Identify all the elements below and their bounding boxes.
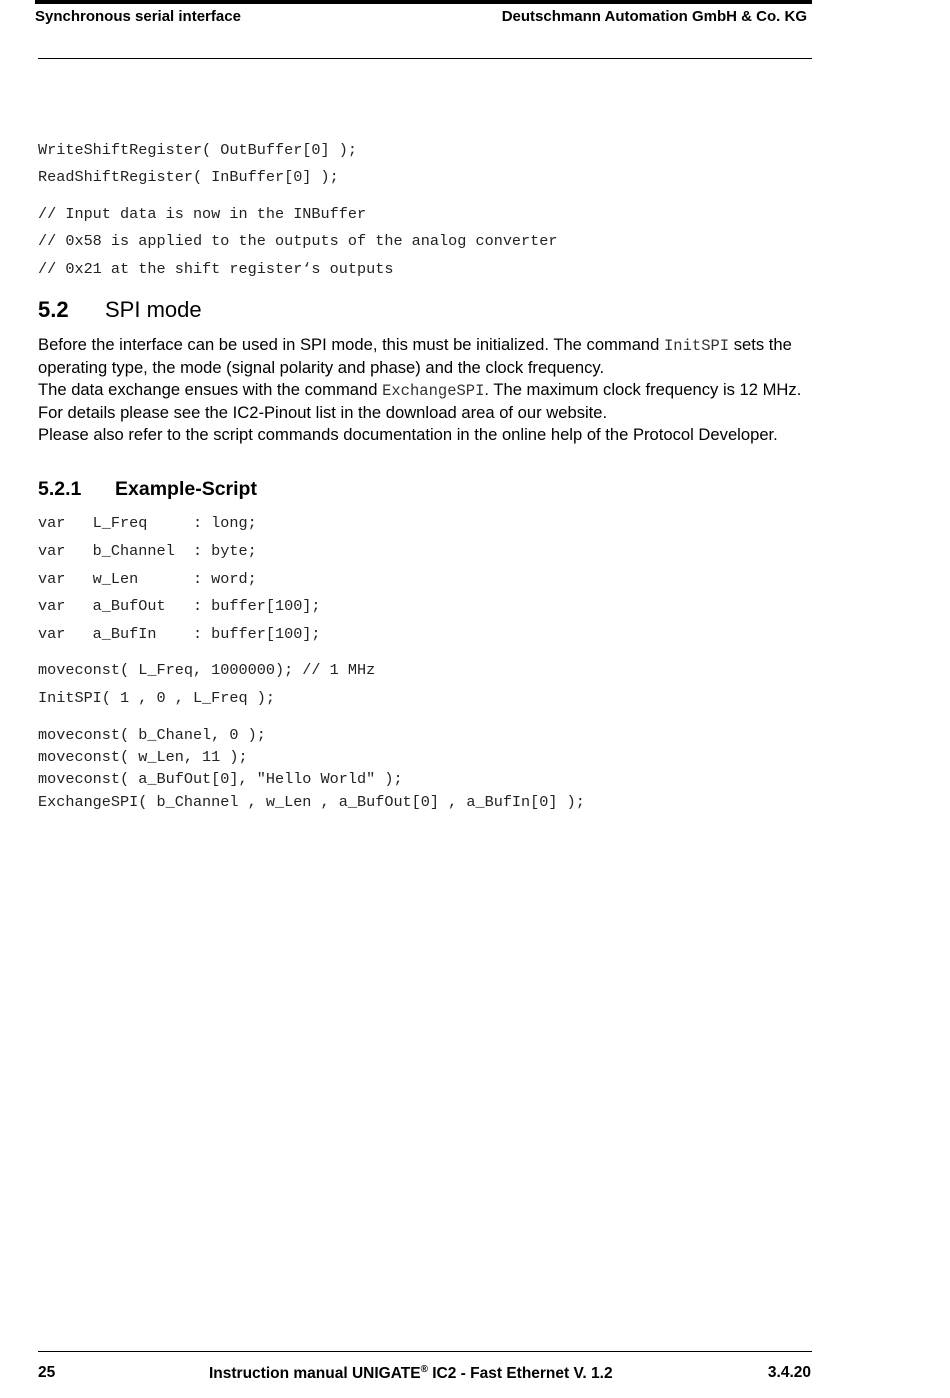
paragraph-reference: Please also refer to the script commands documentation in the online help of the Protocol Developer. (38, 425, 778, 444)
code-line: moveconst( w_Len, 11 ); (38, 748, 248, 766)
code-line: moveconst( b_Chanel, 0 ); (38, 726, 266, 744)
section-number: 5.2 (38, 297, 69, 322)
footer-version-date: 3.4.20 (767, 1364, 811, 1381)
header-chapter-title: Synchronous serial interface (35, 8, 241, 25)
code-comment: // Input data is now in the INBuffer (38, 205, 367, 223)
code-var: var w_Len : word; (38, 570, 257, 588)
code-line: moveconst( a_BufOut[0], "Hello World" ); (38, 770, 403, 788)
inline-code: ExchangeSPI (382, 382, 485, 400)
code-var: var b_Channel : byte; (38, 542, 257, 560)
header-divider (38, 58, 812, 59)
text: sets the operating type, the mode (signal polarity and phase) and the clock frequency. (38, 335, 792, 377)
footer-manual-title (209, 1364, 613, 1383)
footer-divider (38, 1351, 812, 1352)
code-line: InitSPI( 1 , 0 , L_Freq ); (38, 689, 275, 707)
subsection-number: 5.2.1 (38, 478, 82, 500)
code-var: var L_Freq : long; (38, 514, 257, 532)
paragraph-exchange (38, 379, 812, 424)
code-line: ExchangeSPI( b_Channel , w_Len , a_BufOut[0] , a_BufIn[0] ); (38, 793, 585, 811)
code-var: var a_BufIn : buffer[100]; (38, 625, 321, 643)
text: IC2 - Fast Ethernet V. 1.2 (427, 1365, 613, 1383)
code-line: moveconst( L_Freq, 1000000); // 1 MHz (38, 661, 376, 679)
code-var: var a_BufOut : buffer[100]; (38, 597, 321, 615)
section-heading (38, 297, 202, 323)
header-company: Deutschmann Automation GmbH & Co. KG (501, 8, 807, 25)
code-line: ReadShiftRegister( InBuffer[0] ); (38, 168, 339, 186)
header-top-bar (35, 0, 812, 4)
text: . The maximum clock frequency is 12 MHz. For details please see the IC2-Pinout list in the download area of our website. (38, 380, 802, 422)
page-number: 25 (38, 1364, 56, 1381)
text: Before the interface can be used in SPI mode, this must be initialized. The command (38, 335, 664, 354)
code-comment: // 0x58 is applied to the outputs of the analog converter (38, 232, 558, 250)
registered-mark: ® (420, 1364, 428, 1375)
paragraph-init (38, 334, 812, 379)
code-line: WriteShiftRegister( OutBuffer[0] ); (38, 141, 357, 159)
text: The data exchange ensues with the command (38, 380, 383, 399)
inline-code: InitSPI (664, 337, 730, 355)
section-title: SPI mode (105, 297, 202, 322)
text: Instruction manual UNIGATE (209, 1365, 421, 1383)
code-comment: // 0x21 at the shift register‘s outputs (38, 260, 394, 278)
subsection-heading (38, 478, 257, 501)
subsection-title: Example-Script (115, 478, 257, 500)
section-body (38, 334, 812, 446)
